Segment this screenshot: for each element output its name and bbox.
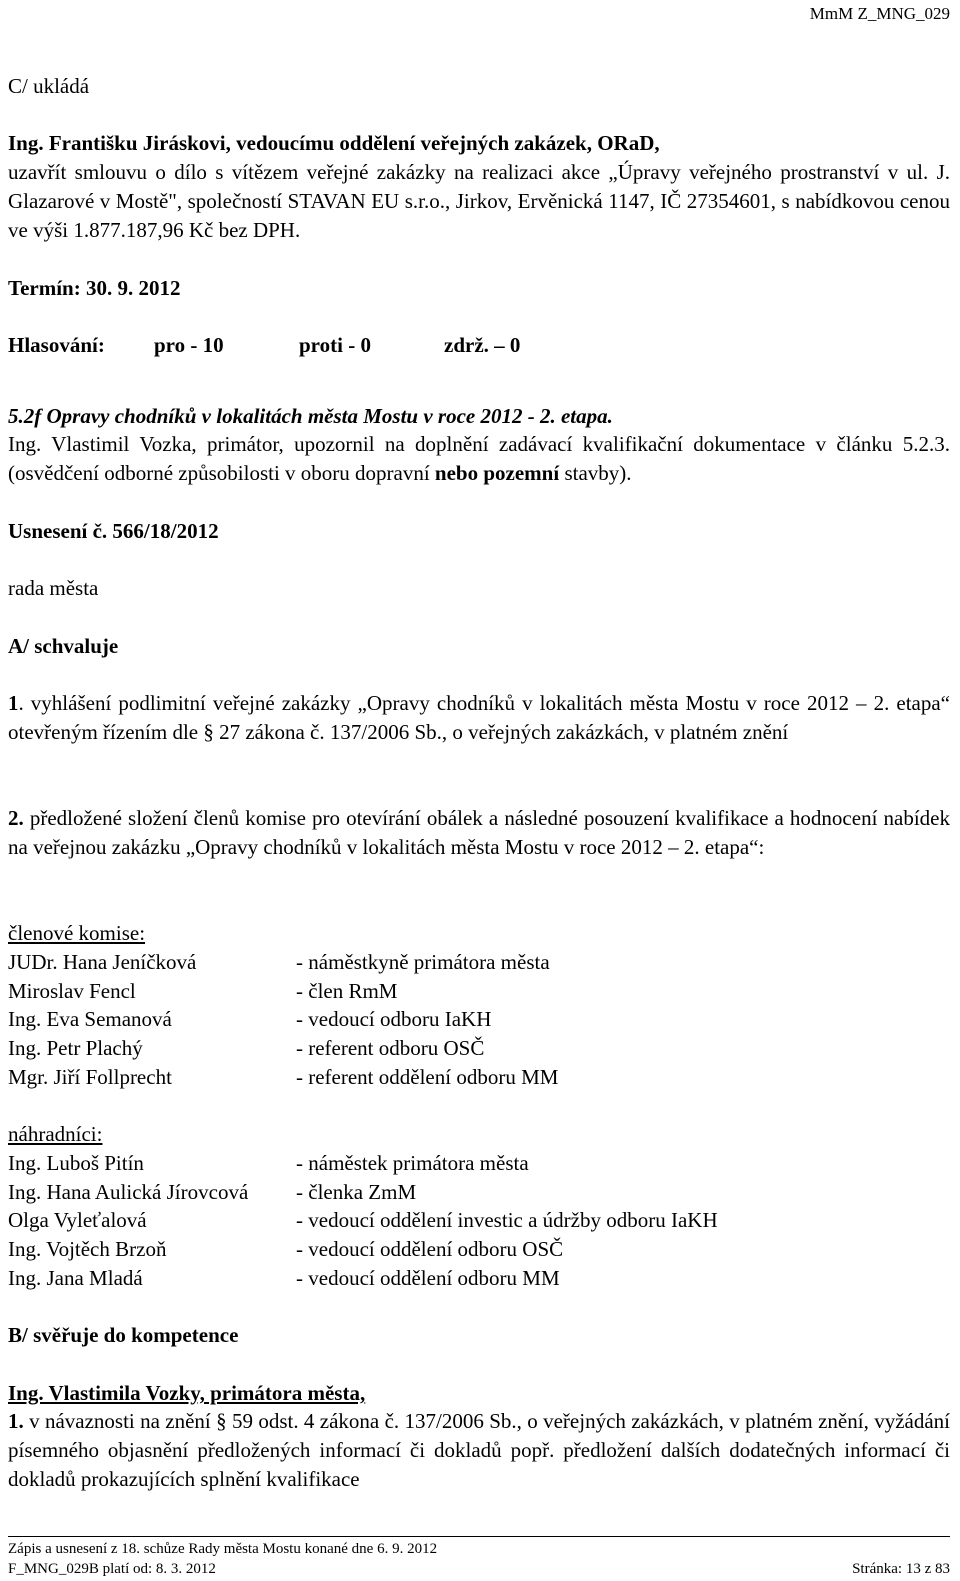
- member-name: Miroslav Fencl: [8, 979, 136, 1003]
- substitute-name: Ing. Jana Mladá: [8, 1266, 143, 1290]
- resolution-point-1: 1. vyhlášení podlimitní veřejné zakázky „Opravy chodníků v lokalitách města Mostu v roce 2012 – 2. etapa“ otevřeným řízením dle § 27 zákona č. 137/2006 Sb., o veřejných zakázkách, v platném znění: [8, 691, 950, 744]
- footer-minutes: Zápis a usnesení z 18. schůze Rady města Mostu konané dne 6. 9. 2012: [8, 1541, 438, 1557]
- resolution-number: Usnesení č. 566/18/2012: [8, 519, 219, 543]
- substitute-name: Ing. Vojtěch Brzoň: [8, 1237, 167, 1261]
- members-heading: členové komise:: [8, 921, 146, 945]
- document-code: MmM Z_MNG_029: [809, 4, 950, 23]
- footer-divider: [8, 1536, 950, 1537]
- vote-proti: proti - 0: [299, 333, 371, 357]
- section-c-addressee: Ing. Františku Jiráskovi, vedoucímu oddělení veřejných zakázek, ORaD,: [8, 131, 660, 155]
- list-item: [0, 1264, 960, 1293]
- substitute-role: - vedoucí oddělení investic a údržby odboru IaKH: [296, 1208, 718, 1232]
- member-role: - člen RmM: [296, 979, 398, 1003]
- substitute-name: Olga Vyleťalová: [8, 1208, 147, 1232]
- member-name: Mgr. Jiří Follprecht: [8, 1065, 172, 1089]
- footer-page-number: Stránka: 13 z 83: [852, 1561, 950, 1577]
- item-note: Ing. Vlastimil Vozka, primátor, upozornil na doplnění zadávací kvalifikační dokumentace v článku 5.2.3. (osvědčení odborné způsobilosti v oboru dopravní nebo pozemní stavby).: [8, 432, 950, 485]
- section-c-heading: C/ ukládá: [8, 74, 90, 98]
- member-name: Ing. Petr Plachý: [8, 1036, 143, 1060]
- list-item: [0, 977, 960, 1006]
- substitutes-heading: náhradníci:: [8, 1122, 103, 1146]
- deadline: Termín: 30. 9. 2012: [8, 276, 181, 300]
- substitute-name: Ing. Luboš Pitín: [8, 1151, 144, 1175]
- list-item: [0, 1206, 960, 1235]
- list-item: [0, 1178, 960, 1207]
- substitute-role: - vedoucí oddělení odboru MM: [296, 1266, 560, 1290]
- section-c-body: uzavřít smlouvu o dílo s vítězem veřejné zakázky na realizaci akce „Úpravy veřejného prostranství v ul. J. Glazarové v Mostě", společností STAVAN EU s.r.o., Jirkov, Ervěnická 1147, IČ 27354601, s nabídkovou cenou ve výši 1.877.187,96 Kč bez DPH.: [8, 160, 950, 242]
- list-item: [0, 1005, 960, 1034]
- footer-form-validity: F_MNG_029B platí od: 8. 3. 2012: [8, 1561, 216, 1577]
- substitute-name: Ing. Hana Aulická Jírovcová: [8, 1180, 249, 1204]
- member-role: - vedoucí odboru IaKH: [296, 1007, 492, 1031]
- vote-abstain: zdrž. – 0: [444, 333, 521, 357]
- vote-label: Hlasování:: [8, 333, 105, 357]
- member-name: Ing. Eva Semanová: [8, 1007, 172, 1031]
- section-b-addressee: Ing. Vlastimila Vozky, primátora města,: [8, 1381, 366, 1405]
- list-item: [0, 1149, 960, 1178]
- member-name: JUDr. Hana Jeníčková: [8, 950, 197, 974]
- section-b-heading: B/ svěřuje do kompetence: [8, 1323, 239, 1347]
- list-item: [0, 1063, 960, 1092]
- vote-pro: pro - 10: [154, 333, 224, 357]
- section-a-heading: A/ schvaluje: [8, 634, 119, 658]
- substitute-role: - členka ZmM: [296, 1180, 417, 1204]
- list-item: [0, 948, 960, 977]
- member-role: - referent oddělení odboru MM: [296, 1065, 559, 1089]
- member-role: - referent odboru OSČ: [296, 1036, 485, 1060]
- substitute-role: - vedoucí oddělení odboru OSČ: [296, 1237, 564, 1261]
- list-item: [0, 1235, 960, 1264]
- substitute-role: - náměstek primátora města: [296, 1151, 529, 1175]
- section-b-point-1: 1. v návaznosti na znění § 59 odst. 4 zákona č. 137/2006 Sb., o veřejných zakázkách, v platném znění, vyžádání písemného objasnění předložených informací či dokladů popř. předložení dalších dodatečných informací či dokladů prokazujících splnění kvalifikace: [8, 1409, 950, 1491]
- item-title: 5.2f Opravy chodníků v lokalitách města Mostu v roce 2012 - 2. etapa.: [8, 404, 613, 428]
- member-role: - náměstkyně primátora města: [296, 950, 550, 974]
- resolution-point-2: 2. předložené složení členů komise pro otevírání obálek a následné posouzení kvalifikace a hodnocení nabídek na veřejnou zakázku „Opravy chodníků v lokalitách města Mostu v roce 2012 – 2. etapa“:: [8, 806, 950, 859]
- resolution-body: rada města: [8, 576, 99, 600]
- list-item: [0, 1034, 960, 1063]
